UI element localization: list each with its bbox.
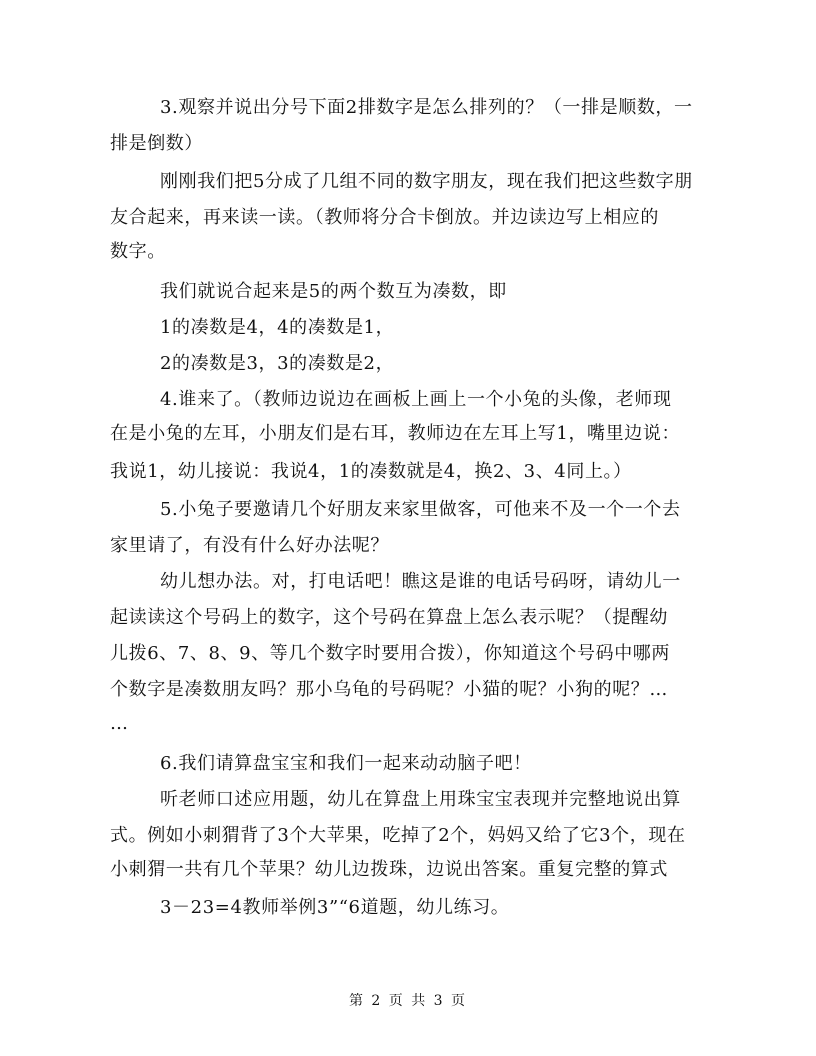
text-line: 我们就说合起来是5的两个数互为凑数，即	[160, 281, 507, 302]
text-line: 数字。	[110, 241, 166, 262]
text-line: 5.小兔子要邀请几个好朋友来家里做客，可他来不及一个一个去	[160, 499, 681, 520]
text-line: 式。例如小刺猬背了3个大苹果，吃掉了2个，妈妈又给了它3个，现在	[110, 825, 686, 846]
text-line: 4.谁来了。（教师边说边在画板上画上一个小兔的头像，老师现	[160, 389, 672, 410]
text-line: 2的凑数是3，3的凑数是2，	[160, 353, 395, 374]
text-line: 友合起来，再来读一读。（教师将分合卡倒放。并边读边写上相应的	[110, 207, 659, 228]
text-line: 小刺猬一共有几个苹果？幼儿边拨珠，边说出答案。重复完整的算式	[110, 859, 668, 880]
text-line: 3－23=4教师举例3”“6道题，幼儿练习。	[160, 897, 510, 918]
text-line: 刚刚我们把5分成了几组不同的数字朋友，现在我们把这些数字朋	[160, 171, 693, 192]
text-line: 听老师口述应用题，幼儿在算盘上用珠宝宝表现并完整地说出算	[160, 789, 681, 810]
text-line: …	[110, 713, 129, 734]
text-line: 6.我们请算盘宝宝和我们一起来动动脑子吧！	[160, 753, 532, 774]
text-line: 3.观察并说出分号下面2排数字是怎么排列的？（一排是顺数，一	[160, 97, 693, 118]
text-line: 在是小兔的左耳，小朋友们是右耳，教师边在左耳上写1，嘴里边说：	[110, 423, 681, 444]
text-line: 家里请了，有没有什么好办法呢？	[110, 535, 389, 556]
text-line: 儿拨6、7、8、9、等几个数字时要用合拨），你知道这个号码中哪两	[110, 643, 671, 664]
text-line: 1的凑数是4，4的凑数是1，	[160, 317, 395, 338]
text-line: 个数字是凑数朋友吗？那小乌龟的号码呢？小猫的呢？小狗的呢？…	[110, 679, 668, 700]
text-line: 起读读这个号码上的数字，这个号码在算盘上怎么表示呢？（提醒幼	[110, 607, 668, 628]
text-line: 排是倒数）	[110, 133, 203, 154]
text-line: 我说1，幼儿接说：我说4，1的凑数就是4，换2、3、4同上。）	[110, 461, 632, 482]
page-number-footer: 第 2 页 共 3 页	[348, 993, 468, 1009]
text-line: 幼儿想办法。对，打电话吧！瞧这是谁的电话号码呀，请幼儿一	[160, 571, 681, 592]
